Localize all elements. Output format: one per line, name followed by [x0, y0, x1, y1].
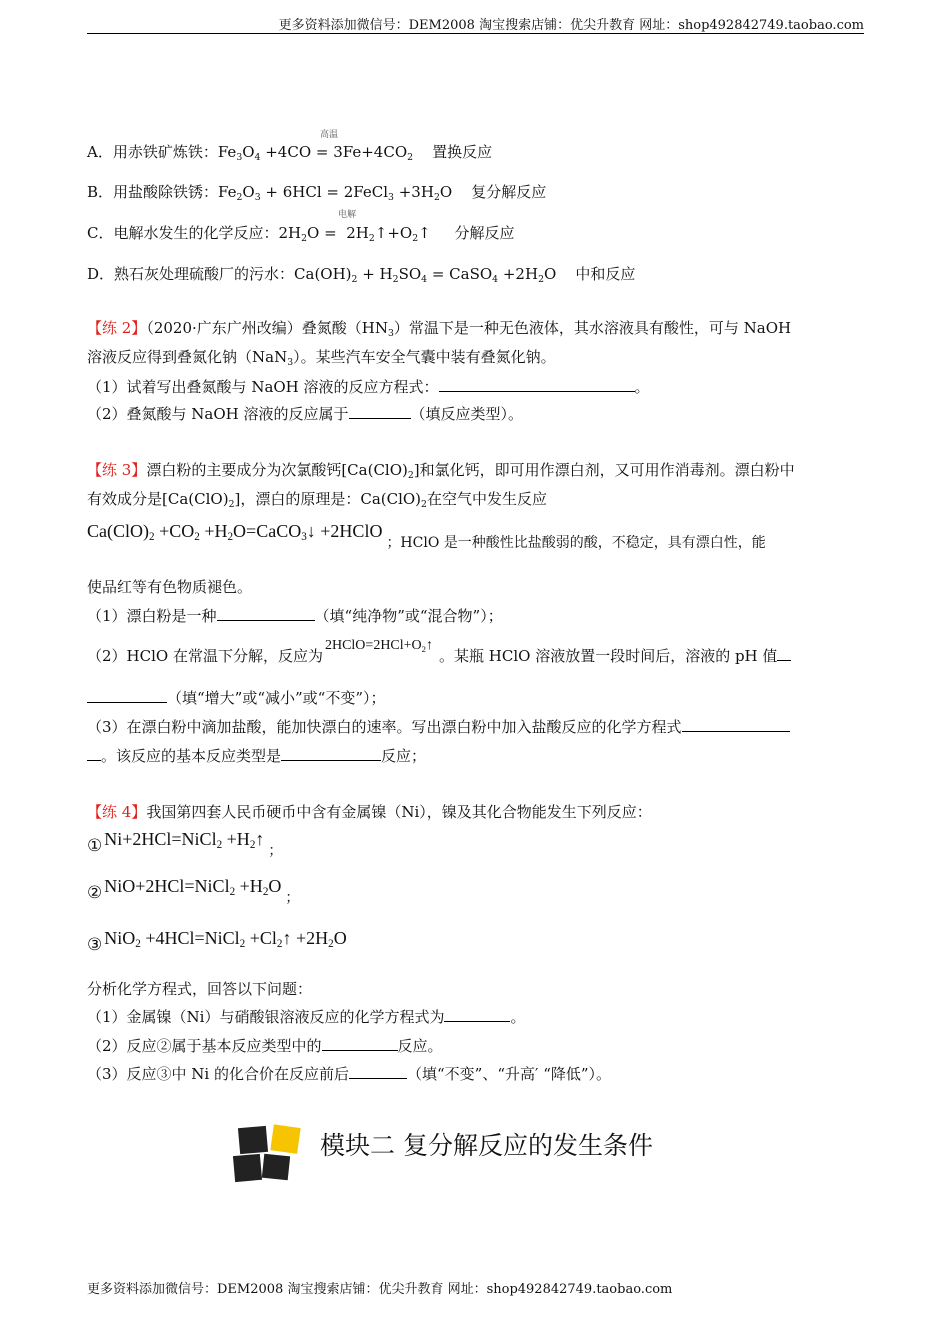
answer-blank[interactable] [439, 377, 635, 392]
header-rule [87, 33, 864, 34]
option-c: C．电解水发生的化学反应：$2H_2O$ = $2H_2↑+O_2↑$ 分解反应 [87, 224, 515, 244]
ex3-q2-cont: （填“增大”或“减小”或“不变”）； [87, 687, 386, 708]
section-logo-icon [232, 1122, 304, 1184]
page-footer: 更多资料添加微信号：DEM2008 淘宝搜索店铺：优尖升教育 网址：shop492842749.taobao.com [87, 1282, 673, 1297]
ex2-line2: 溶液反应得到叠氮化钠（NaN$_3$）。某些汽车安全气囊中装有叠氮化钠。 [87, 348, 556, 368]
ex4-reaction-3: ③ NiO$_2$ +4HCl=NiCl$_2$ $+Cl_2↑ +2H_2O$ [87, 928, 347, 955]
answer-blank[interactable] [682, 717, 790, 732]
answer-blank[interactable] [281, 746, 381, 761]
answer-blank[interactable] [777, 646, 791, 661]
ex3-line3: $Ca(ClO)_2 +CO_2$ $+H_2O=CaCO_3↓$ +2HClO；HClO 是一种酸性比盐酸弱的酸，不稳定，具有漂白性，能 [87, 521, 766, 551]
ex4-q3: （3）反应③中 Ni 的化合价在反应前后 （填“不变”、“升高′ “降低”）。 [87, 1065, 612, 1083]
section-title: 模块二 复分解反应的发生条件 [320, 1131, 653, 1160]
answer-blank[interactable] [349, 1064, 407, 1079]
option-a: A．用赤铁矿炼铁：$Fe_3O_4 +4CO = 3Fe+4CO_2$ 置换反应 [87, 143, 493, 163]
option-d: D．熟石灰处理硫酸厂的污水：$Ca(OH)_2 + H_2SO_4$ = CaSO$_4$ $+2H_2O$ 中和反应 [87, 265, 636, 285]
condition-electrolysis: 电解 [338, 210, 357, 220]
ex3-line2: 有效成分是$[Ca(ClO)_2]$，漂白的原理是：$Ca(ClO)_2$在空气中发生反应 [87, 490, 547, 510]
ex3-q1: （1）漂白粉是一种 （填“纯净物”或“混合物”）； [87, 607, 503, 625]
ex4-reaction-1: ① Ni+2HCl=NiCl$_2$ $+H_2↑$； [87, 829, 283, 859]
answer-blank[interactable] [87, 746, 101, 761]
answer-blank[interactable] [444, 1007, 510, 1022]
answer-blank[interactable] [349, 404, 411, 419]
ex3-q3: （3）在漂白粉中滴加盐酸，能加快漂白的速率。写出漂白粉中加入盐酸反应的化学方程式 [87, 716, 790, 737]
condition-high-temp: 高温 [320, 130, 339, 140]
ex3-q2: （2）HClO 在常温下分解，反应为$2HClO=2HCl+O_2↑$。某瓶 HClO 溶液放置一段时间后，溶液的 pH 值 [87, 645, 791, 666]
ex3-q3-cont: 。该反应的基本反应类型是 反应； [87, 745, 426, 766]
ex3-line4: 使品红等有色物质褪色。 [87, 578, 253, 596]
hclo-decomposition-equation: $2HClO=2HCl+O_2↑$ [324, 638, 433, 654]
ex4-analysis: 分析化学方程式，回答以下问题： [87, 980, 313, 998]
ex4-q1: （1）金属镍（Ni）与硝酸银溶液反应的化学方程式为 。 [87, 1008, 526, 1026]
ex3-tag: 【练 3】 [87, 461, 147, 479]
option-b: B．用盐酸除铁锈：$Fe_2O_3 + 6HCl$ = 2FeCl$_3$ $+3H_2O$ 复分解反应 [87, 183, 547, 203]
ex2-q2: （2）叠氮酸与 NaOH 溶液的反应属于 （填反应类型）。 [87, 405, 524, 423]
ex4-reaction-2: ② NiO+2HCl=NiCl$_2$ $+H_2O$； [87, 876, 300, 906]
ex4-q2: （2）反应②属于基本反应类型中的 反应。 [87, 1037, 443, 1055]
ex4-intro: 【练 4】我国第四套人民币硬币中含有金属镍（Ni），镍及其化合物能发生下列反应： [87, 803, 652, 821]
answer-blank[interactable] [217, 606, 315, 621]
ex4-tag: 【练 4】 [87, 803, 147, 821]
answer-blank[interactable] [87, 688, 167, 703]
ex3-line1: 【练 3】漂白粉的主要成分为次氯酸钙$[Ca(ClO)_2]$和氯化钙，即可用作漂白剂，又可用作消毒剂。漂白粉中 [87, 461, 795, 481]
page-header: 更多资料添加微信号：DEM2008 淘宝搜索店铺：优尖升教育 网址：shop492842749.taobao.com [278, 18, 864, 33]
answer-blank[interactable] [322, 1036, 398, 1051]
bleach-reaction-equation: $Ca(ClO)_2 +CO_2$ $+H_2O=CaCO_3↓$ +2HClO [87, 521, 383, 543]
ex2-line1: 【练 2】（2020·广东广州改编）叠氮酸$(HN_3)$常温下是一种无色液体，其水溶液具有酸性，可与 NaOH [87, 319, 792, 339]
ex2-tag: 【练 2】 [87, 319, 147, 337]
ex2-q1: （1）试着写出叠氮酸与 NaOH 溶液的反应方程式： 。 [87, 378, 650, 396]
